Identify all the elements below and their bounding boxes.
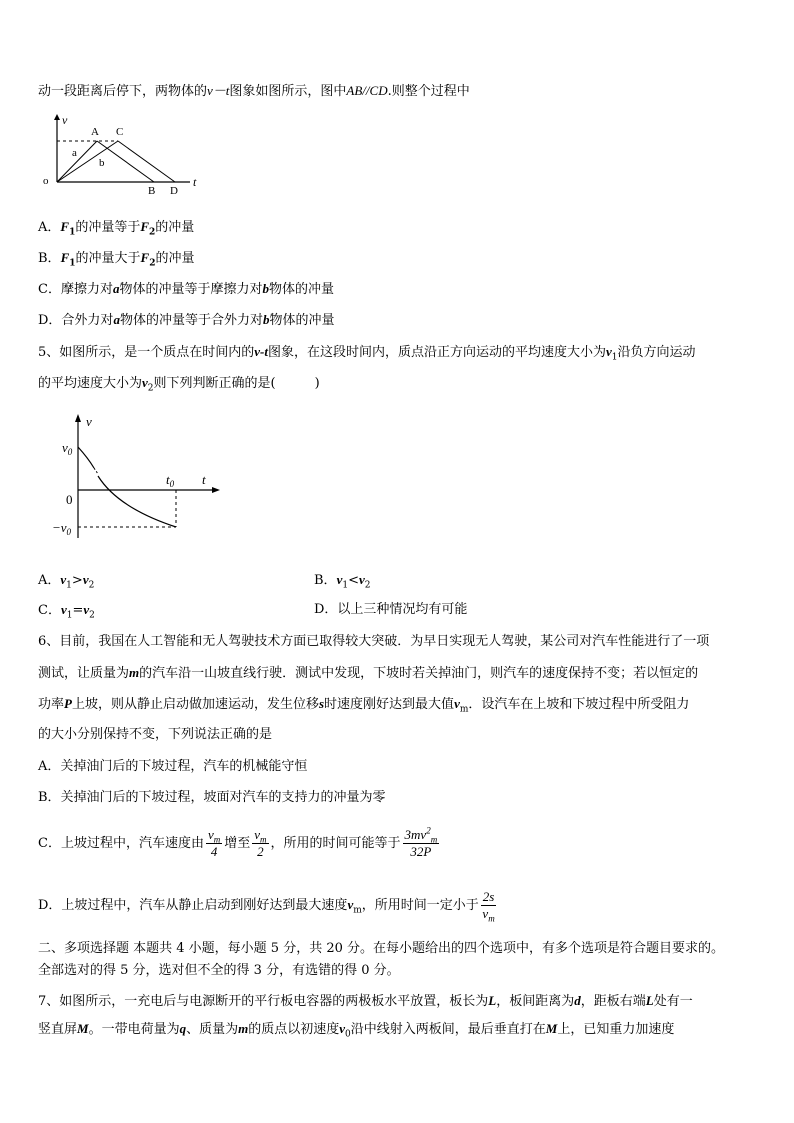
q6-option-a[interactable] [38, 758, 307, 776]
q5-option-a[interactable] [38, 571, 94, 590]
text: ，板间距离为 [496, 994, 575, 1009]
text: C．上坡过程中，汽车速度由 [38, 836, 204, 851]
d-symbol: d [574, 993, 581, 1008]
q5-axis-t: t [202, 472, 206, 487]
m-symbol: m [129, 665, 140, 680]
q5-stem-line-2 [38, 374, 320, 393]
vt-symbol: v－t [207, 83, 230, 98]
q6-stem-line-2 [38, 664, 698, 683]
q4-stem-line [38, 82, 470, 101]
v-symbol: v [83, 602, 90, 617]
text: 竖直屏 [38, 1022, 78, 1037]
text: B． [314, 573, 337, 588]
text: 。一带电荷量为 [88, 1022, 180, 1037]
text: 的平均速度大小为 [38, 376, 143, 391]
vt-symbol: v-t [254, 344, 268, 359]
v-symbol: v [60, 572, 67, 587]
relation: > [71, 573, 83, 588]
subscript: 2 [89, 610, 95, 621]
q5-option-b[interactable] [314, 571, 371, 590]
text: ，距板右端 [580, 994, 646, 1009]
s-symbol: s [318, 696, 325, 711]
text: 7、如图所示，一充电后与电源断开的平行板电容器的两极板水平放置，板长为 [38, 994, 489, 1009]
parallel-expr: AB//CD [346, 83, 388, 98]
text: 处有一 [653, 994, 693, 1009]
text: B． [38, 251, 61, 266]
q6-stem-line-3 [38, 695, 689, 714]
text: 的汽车沿一山坡直线行驶．测试中发现，下坡时若关掉油门，则汽车的速度保持不变；若以恒定的 [139, 666, 699, 681]
q6-option-c[interactable] [38, 826, 441, 862]
v-symbol: v [82, 572, 89, 587]
section-2-heading [38, 940, 724, 958]
q5-option-c[interactable] [38, 601, 95, 620]
text: 的冲量大于 [75, 251, 141, 266]
text: 沿负方向运动 [617, 345, 696, 360]
text: A．关掉油门后的下坡过程，汽车的机械能守恒 [38, 759, 308, 774]
text: D．以上三种情况均有可能 [314, 602, 468, 617]
text: 的冲量 [155, 251, 195, 266]
subscript: 1 [69, 258, 76, 269]
relation: = [72, 603, 84, 618]
text: 二、多项选择题 本题共 4 小题，每小题 5 分，共 20 分。在每小题给出的四个选项中，有多个选项是符合题目要求的。 [38, 941, 725, 956]
v-symbol: v [336, 572, 343, 587]
subscript: m [459, 704, 469, 715]
text: ，所用时间一定小于 [361, 898, 479, 913]
symbol: b [262, 281, 269, 296]
q5-vt-graph [48, 410, 228, 545]
q4-label-b: b [99, 157, 105, 169]
q-symbol: q [179, 1021, 187, 1036]
text: 图象，在这段时间内，质点沿正方向运动的平均速度大小为 [268, 345, 607, 360]
subscript: 0 [345, 1029, 351, 1040]
subscript: 2 [149, 227, 156, 238]
q4-option-a[interactable] [38, 218, 194, 237]
text: B．关掉油门后的下坡过程，坡面对汽车的支持力的冲量为零 [38, 790, 386, 805]
text: 物体的冲量等于摩擦力对 [119, 282, 263, 297]
q7-stem-line-1 [38, 992, 693, 1011]
subscript: 1 [342, 580, 349, 591]
text: 、质量为 [186, 1022, 239, 1037]
text: 上坡，则从静止启动做加速运动，发生位移 [71, 697, 319, 712]
symbol: a [112, 281, 120, 296]
q4-label-B: B [148, 185, 156, 197]
text: .则整个过程中 [387, 84, 470, 99]
v-symbol: v [142, 375, 148, 390]
text: 物体的冲量 [268, 282, 334, 297]
f-symbol: F [140, 219, 150, 234]
text: C．摩擦力对 [38, 282, 113, 297]
v-symbol: v [347, 897, 354, 912]
q4-label-C: C [116, 126, 124, 138]
text: 图象如图所示，图中 [229, 84, 347, 99]
text: 的冲量 [155, 220, 195, 235]
v-symbol: v [606, 344, 612, 359]
q5-label-v0: $v_0$ [62, 440, 73, 457]
symbol: a [113, 312, 120, 327]
q5-label-neg-v0: $-v_0$ [52, 520, 72, 537]
text: 物体的冲量等于合外力对 [119, 313, 263, 328]
text: 全部选对的得 5 分，选对但不全的得 3 分，有选错的得 0 分。 [38, 963, 400, 978]
text: 的冲量等于 [75, 220, 141, 235]
q5-label-t0: $t_0$ [166, 472, 175, 489]
subscript: 1 [611, 352, 618, 363]
text: D．合外力对 [38, 313, 114, 328]
q6-option-b[interactable] [38, 789, 386, 807]
text: A． [38, 573, 61, 588]
p-symbol: P [64, 696, 72, 711]
q4-label-a: a [72, 147, 77, 159]
f-symbol: F [140, 250, 150, 265]
v-symbol: v [339, 1021, 346, 1036]
q4-axis-t: t [193, 175, 197, 189]
symbol: b [262, 312, 270, 327]
q5-label-zero: 0 [66, 492, 73, 507]
text: A． [38, 220, 61, 235]
fraction-vm-over-4: $\frac{v_m}{4}$ [207, 827, 221, 859]
v-symbol: v [454, 696, 460, 711]
section-2-scoring [38, 962, 400, 980]
f-symbol: F [60, 250, 70, 265]
q4-option-c[interactable] [38, 280, 334, 299]
text: 物体的冲量 [269, 313, 335, 328]
text: 上，已知重力加速度 [557, 1022, 675, 1037]
text: 功率 [38, 697, 65, 712]
fraction-2s-over-vm: $\frac{2s}{v_m}$ [482, 889, 495, 924]
subscript: 2 [147, 383, 154, 394]
text: ．设汽车在上坡和下坡过程中所受阻力 [468, 697, 690, 712]
q5-axis-v: v [86, 414, 92, 429]
m-screen-symbol: M [545, 1021, 558, 1036]
q6-stem-line-4 [38, 726, 272, 744]
text: 6、目前，我国在人工智能和无人驾驶技术方面已取得较大突破．为早日实现无人驾驶，某公司对汽车性能进行了一项 [38, 634, 710, 649]
q6-option-d[interactable] [38, 885, 498, 926]
q4-axis-v: v [62, 113, 68, 127]
subscript: 2 [88, 580, 95, 591]
f-symbol: F [60, 219, 70, 234]
q4-origin: o [43, 175, 49, 187]
subscript: 2 [364, 580, 371, 591]
q5-stem-line-1 [38, 343, 696, 362]
q4-label-D: D [170, 185, 178, 197]
subscript: m [353, 905, 362, 916]
q4-vt-graph [40, 112, 210, 197]
q5-option-d[interactable] [314, 601, 467, 619]
text: 5、如图所示，是一个质点在时间内的 [38, 345, 255, 360]
text: 则下列判断正确的是( ) [153, 376, 320, 391]
m-symbol: m [238, 1021, 249, 1036]
text: ，所用的时间可能等于 [270, 836, 401, 851]
q6-stem-line-1 [38, 633, 709, 651]
subscript: 1 [66, 580, 72, 591]
q4-label-A: A [91, 126, 99, 138]
m-screen-symbol: M [77, 1021, 89, 1036]
v-symbol: v [60, 602, 67, 617]
text: 沿中线射入两板间，最后垂直打在 [350, 1022, 546, 1037]
l-symbol: L [488, 993, 497, 1008]
fraction-vm-over-2: $\frac{v_m}{2}$ [254, 827, 267, 859]
q4-option-b[interactable] [38, 249, 194, 268]
text: 测试，让质量为 [38, 666, 130, 681]
text: 的质点以初速度 [248, 1022, 340, 1037]
v-symbol: v [358, 572, 365, 587]
subscript: 1 [69, 227, 76, 238]
q4-option-d[interactable] [38, 311, 334, 330]
text: D．上坡过程中，汽车从静止启动到刚好达到最大速度 [38, 898, 348, 913]
subscript: 1 [66, 610, 73, 621]
l-symbol: L [645, 993, 654, 1008]
q7-stem-line-2 [38, 1020, 674, 1039]
text: 增至 [224, 836, 251, 851]
relation: < [348, 573, 359, 588]
text: 动一段距离后停下，两物体的 [38, 84, 208, 99]
text: 的大小分别保持不变，下列说法正确的是 [38, 727, 273, 742]
subscript: 2 [149, 258, 156, 269]
text: 时速度刚好达到最大值 [324, 697, 455, 712]
text: C． [38, 603, 61, 618]
fraction-time: $\frac{3mv^2_m}{32P}$ [404, 825, 438, 859]
